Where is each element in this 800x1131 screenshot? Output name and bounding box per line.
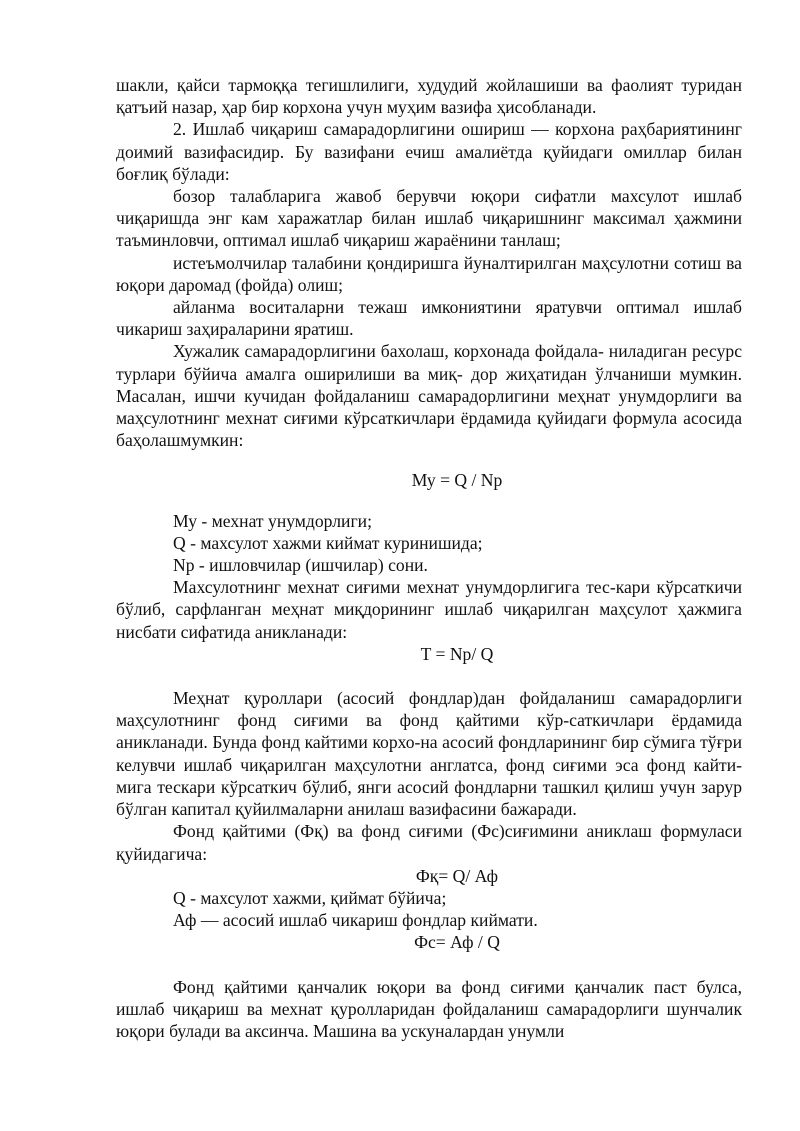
definition-af: Аф — асосий ишлаб чикариш фондлар киймати. bbox=[173, 910, 538, 931]
formula-labor-intensity: T = Np/ Q bbox=[420, 643, 494, 664]
paragraph-efficiency-evaluation: Хужалик самарадорлигини бахолаш, корхонада фойдала- ниладиган ресурс турлари бўйича амалга оширилиши ва миқ- дор жиҳатидан ўлчаниши мумкин. Масалан, ишчи кучидан фойдаланиш самарадорлигини меҳнат унумдорлиги ва маҳсулотнинг мехнат сиғими кўрсаткичлари ёрдамида қуйидаги формула асосида баҳолашмумкин: bbox=[116, 341, 742, 451]
list-item-process-selection: бозор талабларига жавоб берувчи юқори сифатли махсулот ишлаб чиқаришда энг кам харажатлар билан ишлаб чиқаришнинг максимал ҳажмини таъминловчи, оптимал ишлаб чиқариш жараёнини танлаш; bbox=[116, 186, 742, 251]
definition-q: Q - махсулот хажми киймат куринишида; bbox=[173, 532, 483, 553]
formula-labor-productivity: Му = Q / Np bbox=[411, 470, 503, 491]
document-page bbox=[116, 74, 742, 1042]
formula-asset-return: Фқ= Q/ Аф bbox=[415, 865, 499, 886]
paragraph-point-2: 2. Ишлаб чиқариш самарадорлигини ошириш — корхона раҳбариятининг доимий вазифасидир. Бу вазифани ечиш амалиётда қуйидаги омиллар билан боғлиқ бўлади: bbox=[116, 119, 742, 184]
list-item-reserves: айланма воситаларни тежаш имкониятини яратувчи оптимал ишлаб чикариш заҳираларини яратиш. bbox=[116, 297, 742, 340]
paragraph-labor-intensity: Махсулотнинг мехнат сиғими мехнат унумдорлигига тес-кари кўрсаткичи бўлиб, сарфланган меҳнат миқдорининг ишлаб чиқарилган маҳсулот ҳажмига нисбати сифатида аникланади: bbox=[116, 577, 742, 642]
definition-my: Му - мехнат унумдорлиги; bbox=[173, 510, 372, 531]
paragraph-formula-intro: Фонд қайтими (Фқ) ва фонд сиғими (Фс)сиғимини аниклаш формуласи қуйидагича: bbox=[116, 821, 742, 864]
definition-q-value: Q - махсулот хажми, қиймат бўйича; bbox=[173, 887, 447, 908]
paragraph-fixed-assets: Меҳнат қуроллари (асосий фондлар)дан фойдаланиш самарадорлиги маҳсулотнинг фонд сиғими ва фонд қайтими кўр-саткичлари ёрдамида аникланади. Бунда фонд кайтими корхо-на асосий фондларининг бир сўмига тўғри келувчи ишлаб чиқарилган маҳсулотни англатса, фонд сиғими эса фонд кайти-мига тескари кўрсаткич бўлиб, янги асосий фондларни ташкил қилиш учун зарур бўлган капитал қуйилмаларни анилаш вазифасини бажаради. bbox=[116, 688, 742, 820]
formula-asset-intensity: Фс= Аф / Q bbox=[414, 932, 500, 953]
definition-np: Np - ишловчилар (ишчилар) сони. bbox=[173, 555, 428, 576]
list-item-sales-income: истеъмолчилар талабини қондиришга йуналтирилган маҳсулотни сотиш ва юқори даромад (фойда) олиш; bbox=[116, 252, 742, 295]
paragraph-conclusion: Фонд қайтими қанчалик юқори ва фонд сиғими қанчалик паст булса, ишлаб чиқариш ва мехнат қуролларидан фойдаланиш самарадорлиги шунчалик юқори булади ва аксинча. Машина ва ускуналардан унумли bbox=[116, 976, 742, 1041]
paragraph-intro-continuation: шакли, қайси тармоққа тегишлилиги, худудий жойлашиши ва фаолият туридан қатъий назар, ҳар бир корхона учун муҳим вазифа ҳисобланади. bbox=[116, 75, 742, 118]
